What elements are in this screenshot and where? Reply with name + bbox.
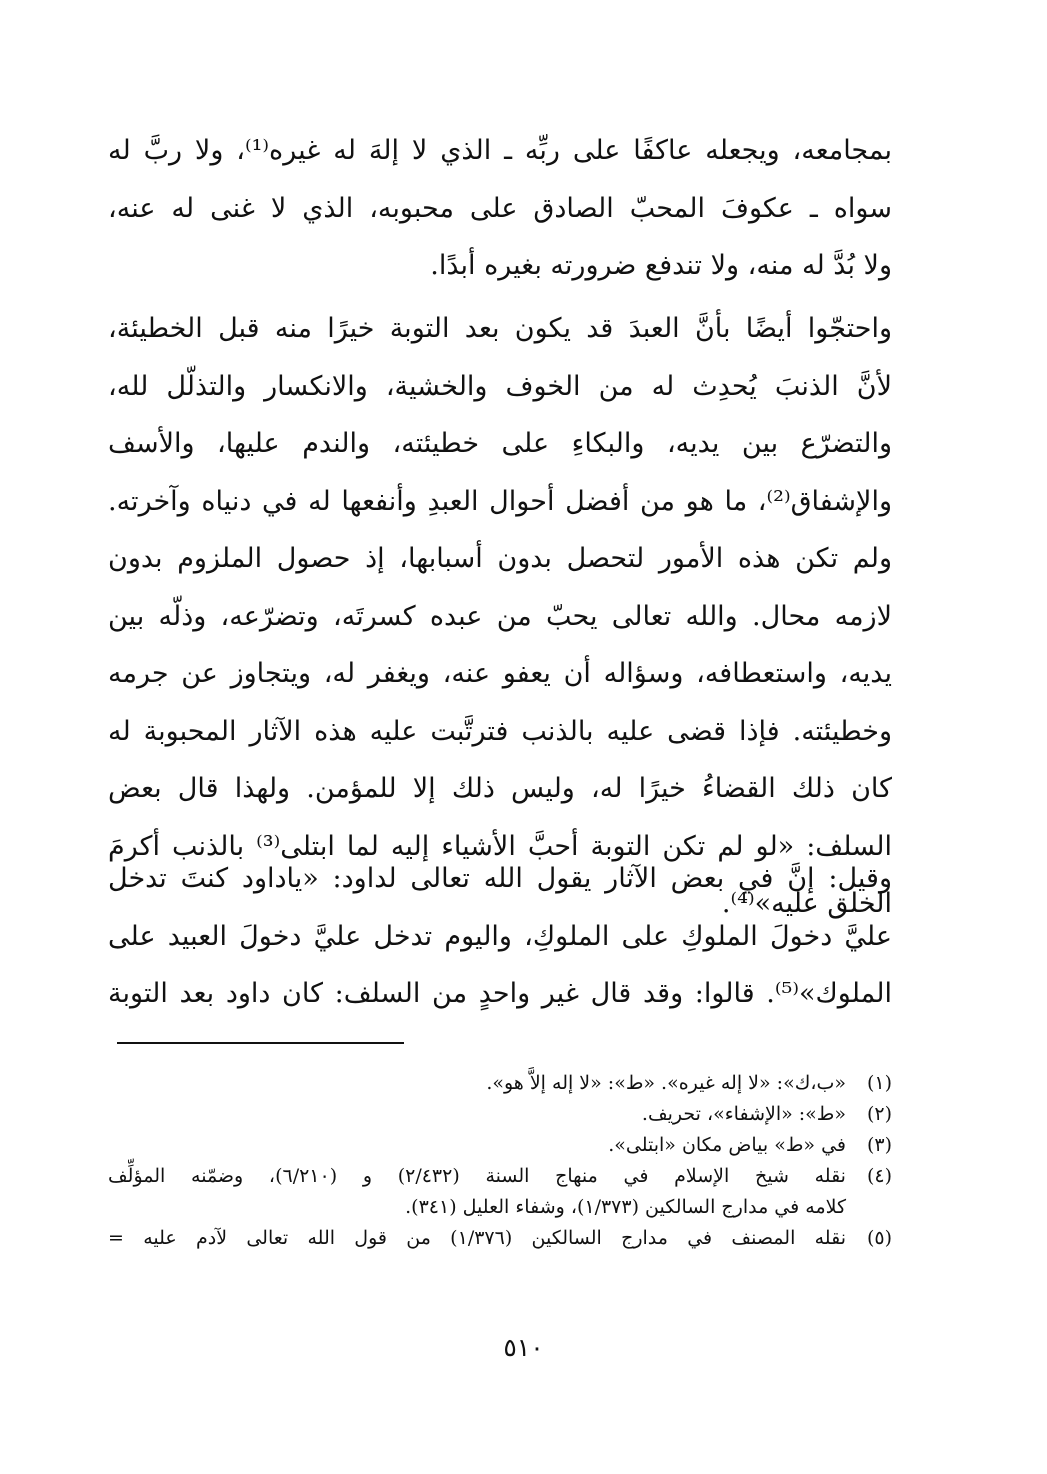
text-line: كان ذلك القضاءُ خيرًا له، وليس ذلك إلا للمؤمن. ولهذا قال بعض	[108, 773, 892, 804]
text-line: الملوك»⁽⁵⁾. قالوا: وقد قال غير واحدٍ من السلف: كان داود بعد التوبة	[108, 978, 892, 1009]
footnote-number: (٢)	[866, 1103, 892, 1125]
footnote-text: نقله شيخ الإسلام في منهاج السنة (٢/٤٣٢) و (٦/٢١٠)، وضمّنه المؤلِّف	[108, 1165, 846, 1187]
text-line: وقيل: إنَّ في بعض الآثار يقول الله تعالى لداود: «ياداود كنتَ تدخل	[108, 863, 892, 894]
text-line: والتضرّع بين يديه، والبكاءِ على خطيئته، والندم عليها، والأسف	[108, 428, 892, 459]
footnote-number: (١)	[866, 1072, 892, 1094]
footnote-2	[108, 1099, 892, 1130]
footnote-text: في «ط» بياض مكان «ابتلى».	[608, 1134, 846, 1156]
paragraph-3	[108, 850, 892, 1023]
footnote-separator	[117, 1042, 404, 1044]
text-line: الخلق عليه»⁽⁴⁾.	[721, 888, 892, 919]
footnote-number: (٤)	[866, 1165, 892, 1187]
text-line: بمجامعه، ويجعله عاكفًا على ربِّه ـ الذي لا إلهَ له غيره⁽¹⁾، ولا ربَّ له	[108, 135, 892, 166]
text-line: لأنَّ الذنبَ يُحدِث له من الخوف والخشية، والانكسار والتذلّل لله،	[108, 370, 892, 402]
footnote-1	[108, 1068, 892, 1099]
footnote-number: (٣)	[866, 1134, 892, 1156]
text-line: واحتجّوا أيضًا بأنَّ العبدَ قد يكون بعد التوبة خيرًا منه قبل الخطيئة،	[108, 313, 892, 344]
paragraph-1	[108, 122, 892, 295]
text-line: وخطيئته. فإذا قضى عليه بالذنب فترتَّبت عليه هذه الآثار المحبوبة له	[108, 715, 892, 747]
footnote-3	[108, 1130, 892, 1161]
text-line: لازمه محال. والله تعالى يحبّ من عبده كسرتَه، وتضرّعه، وذلّه بين	[108, 600, 892, 632]
footnotes	[108, 1068, 892, 1254]
footnote-number: (٥)	[866, 1227, 892, 1249]
text-line: عليَّ دخولَ الملوكِ على الملوكِ، واليوم تدخل عليَّ دخولَ العبيد على	[108, 920, 892, 952]
text-line: السلف: «لو لم تكن التوبة أحبَّ الأشياء إليه لما ابتلى⁽³⁾ بالذنب أكرمَ	[108, 830, 892, 862]
text-line: سواه ـ عكوفَ المحبّ الصادق على محبوبه، الذي لا غنى له عنه،	[108, 192, 892, 224]
footnote-4	[108, 1161, 892, 1223]
footnote-text: كلامه في مدارج السالكين (١/٣٧٣)، وشفاء العليل (٣٤١).	[405, 1196, 846, 1218]
page-number: ٥١٠	[503, 1333, 544, 1362]
text-line: ولم تكن هذه الأمور لتحصل بدون أسبابها، إذ حصول الملزوم بدون	[108, 543, 892, 574]
text-line: والإشفاق⁽²⁾، ما هو من أفضل أحوال العبدِ وأنفعها له في دنياه وآخرته.	[108, 485, 892, 517]
footnote-text: «ط»: «الإشفاء»، تحريف.	[641, 1103, 846, 1125]
footnote-5	[108, 1223, 892, 1254]
text-line: ولا بُدَّ له منه، ولا تندفع ضرورته بغيره أبدًا.	[430, 250, 892, 281]
text-line: يديه، واستعطافه، وسؤاله أن يعفو عنه، ويغفر له، ويتجاوز عن جرمه	[108, 658, 892, 689]
footnote-text: «ب،ك»: «لا إله غيره». «ط»: «لا إله إلاَّ هو».	[486, 1072, 846, 1094]
paragraph-2	[108, 300, 892, 933]
footnote-text: نقله المصنف في مدارج السالكين (١/٣٧٦) من قول الله تعالى لآدم عليه =	[108, 1227, 846, 1249]
